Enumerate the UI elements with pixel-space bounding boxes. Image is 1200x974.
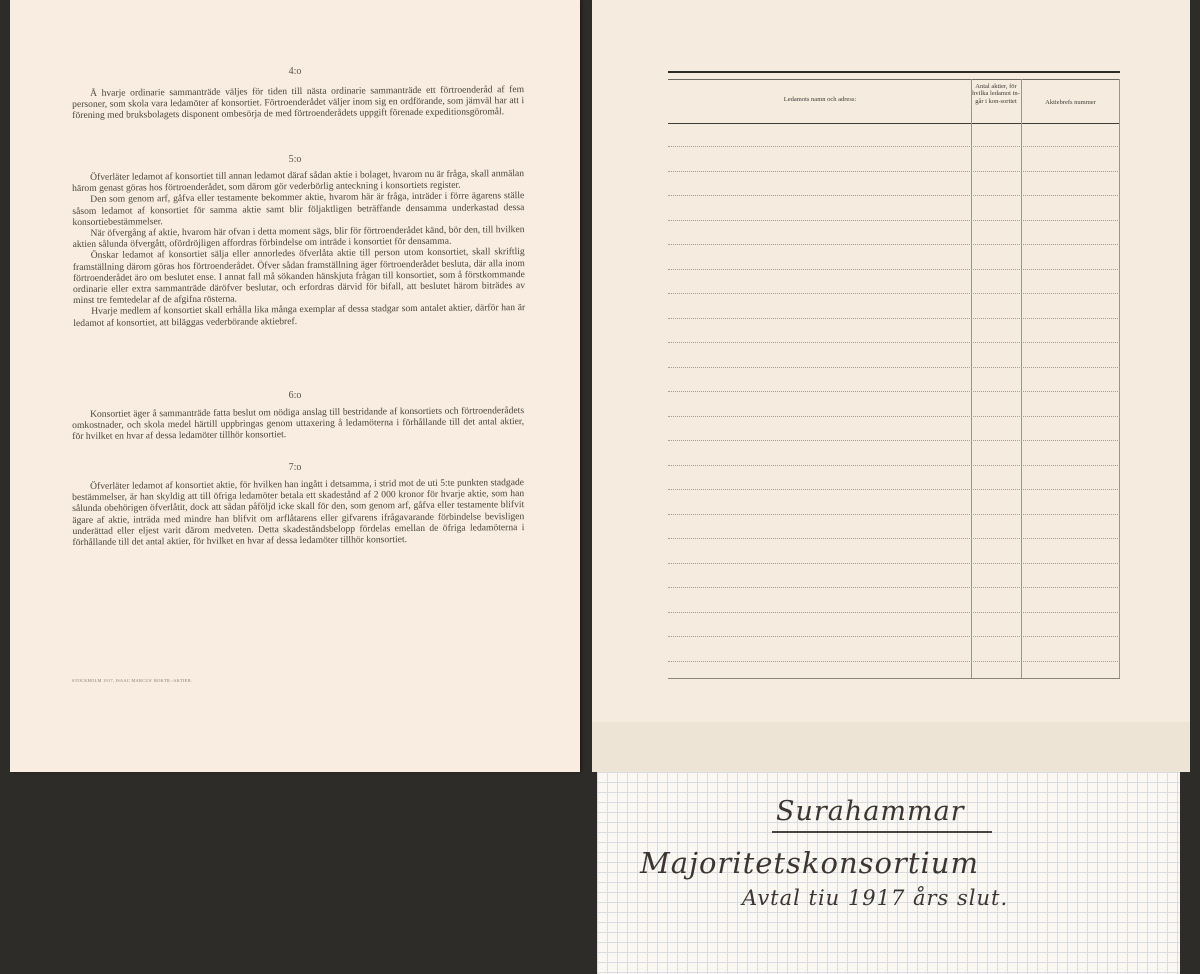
paragraph: Öfverläter ledamot af konsortiet aktie, för hvilken han ingått i detsamma, i strid mot de uti 5:te punkten stadgade bestämmelser, är han skyldig att till öfriga ledamöter betala ett skadestånd af 2 000 kronor för hvarje aktie, som han sålunda obehörigen öfverlåtit, dock att sådan påföljd icke skall för den, som genom arf, gåfva eller testamente blifvit ägare af aktie, inträda med mindre han blifvit om arflåtarens eller gifvarens ifrågavarande förbindelse bevisligen underättad eller eljest varit därom medveten. Detta skadeståndsbelopp fördelas emellan de öfriga ledamöterna i förhållande till det antal aktier, för hvilket en hvar af dessa ledamöter tillhör konsortiet. xyxy=(72,477,525,549)
table-row xyxy=(668,587,1120,588)
section-7-text xyxy=(72,477,525,548)
left-document-page xyxy=(10,0,580,772)
table-row xyxy=(668,612,1120,613)
table-row xyxy=(668,563,1120,564)
column-header-name: Ledamots namn och adress: xyxy=(783,96,857,103)
paragraph: Den som genom arf, gåfva eller testamente bekommer aktie, hvarom här är fråga, inträder i förre ägarens ställe såsom ledamot af konsortiet för samma aktie samt blir följaktligen beträffande densamma underkastad dessa konsortiebestämmelser. xyxy=(72,190,525,228)
paragraph: Hvarje medlem af konsortiet skall erhålla lika många exemplar af dessa stadgar som antalet aktier, därför han är ledamot af konsortiet, att biläggas vederbörande aktiebref. xyxy=(73,302,526,329)
table-row xyxy=(668,465,1120,466)
table-row xyxy=(668,195,1120,196)
table-second-rule xyxy=(668,79,1120,80)
table-row xyxy=(668,146,1120,147)
section-number-7: 7:o xyxy=(288,462,302,473)
paragraph: När öfvergång af aktie, hvarom här ofvan i detta moment sägs, blir för förtroenderådet känd, bör den, till hvilken aktien sålunda öfvergått, ofördröjligen affordras förbindelse om inträde i konsortiet för densamma. xyxy=(72,224,525,251)
note-remark: Avtal tiu 1917 års slut. xyxy=(742,886,1009,910)
page-bottom-strip xyxy=(592,722,1190,772)
table-row xyxy=(668,514,1120,515)
section-number-5: 5:o xyxy=(288,154,302,165)
table-row xyxy=(668,293,1120,294)
section-4-text xyxy=(72,84,524,122)
table-row xyxy=(668,342,1120,343)
section-6-text xyxy=(72,405,524,443)
column-divider xyxy=(971,79,972,679)
right-register-page xyxy=(592,0,1190,722)
note-title-underline xyxy=(772,831,992,833)
paragraph: Öfverläter ledamot af konsortiet till annan ledamot däraf sådan aktie i bolaget, hvarom nu är fråga, skall anmälan härom genast göras hos förtroenderådet, som därom gör vederbörlig anteckning i konsortiets register. xyxy=(72,168,525,195)
table-row xyxy=(668,367,1120,368)
table-row xyxy=(668,440,1120,441)
table-row xyxy=(668,269,1120,270)
table-header-rule xyxy=(668,123,1120,124)
column-header-certificate: Aktiebrefs nummer xyxy=(1045,99,1096,106)
table-row xyxy=(668,318,1120,319)
table-row xyxy=(668,636,1120,637)
table-row xyxy=(668,489,1120,490)
column-divider xyxy=(1119,79,1120,679)
note-title: Surahammar xyxy=(776,796,965,827)
printer-imprint: STOCKHOLM 1917, ISAAC MARCUS' BOKTR.-AKTIEB. xyxy=(72,678,193,683)
table-top-rule xyxy=(668,71,1120,73)
section-number-4: 4:o xyxy=(288,66,302,77)
paragraph: Önskar ledamot af konsortiet sälja eller annorledes öfverlåta aktie till person utom konsortiet, skall skriftlig framställning därom göras hos förtroenderådet. Öfver sådan framställning äger förtroenderådet besluta, där alla inom förtroenderådet äro om beslutet ense. I annat fall må sökanden hänskjuta frågan till konsortiet, som å förstkommande ordinarie eller extra sammanträde däröfver beslutar, och erfordras därvid för bifall, att beslutet härom biträdes av minst tre femtedelar af de afgifna rösterna. xyxy=(72,246,526,307)
table-bottom-rule xyxy=(668,678,1120,679)
table-row xyxy=(668,416,1120,417)
table-row xyxy=(668,220,1120,221)
table-row xyxy=(668,391,1120,392)
note-subtitle: Majoritetskonsortium xyxy=(640,846,979,880)
table-row xyxy=(668,661,1120,662)
table-row xyxy=(668,244,1120,245)
paragraph: Å hvarje ordinarie sammanträde väljes för tiden till nästa ordinarie sammanträde ett förtroenderåd af fem personer, som skola vara ledamöter af konsortiet. Förtroenderådet väljer inom sig en ordförande, som jämväl har att i förening med bruksbolagets disponent ombesörja de med förtroenderådets uppgift förenade expeditionsgöromål. xyxy=(72,84,525,122)
column-header-shares: Antal aktier, för hvilka ledamot in-går i kon-sortiet xyxy=(972,83,1020,105)
section-number-6: 6:o xyxy=(288,390,302,401)
section-5-text xyxy=(72,168,525,329)
paragraph: Konsortiet äger å sammanträde fatta beslut om nödiga anslag till bestridande af konsortiets och förtroenderådets omkostnader, och skola medel härtill uppbringas genom uttaxering å ledamöterna i förhållande till det antal aktier, för hvilket en hvar af dessa ledamöter tillhör konsortiet. xyxy=(72,405,525,443)
table-row xyxy=(668,171,1120,172)
table-row xyxy=(668,538,1120,539)
column-divider xyxy=(1021,79,1022,679)
